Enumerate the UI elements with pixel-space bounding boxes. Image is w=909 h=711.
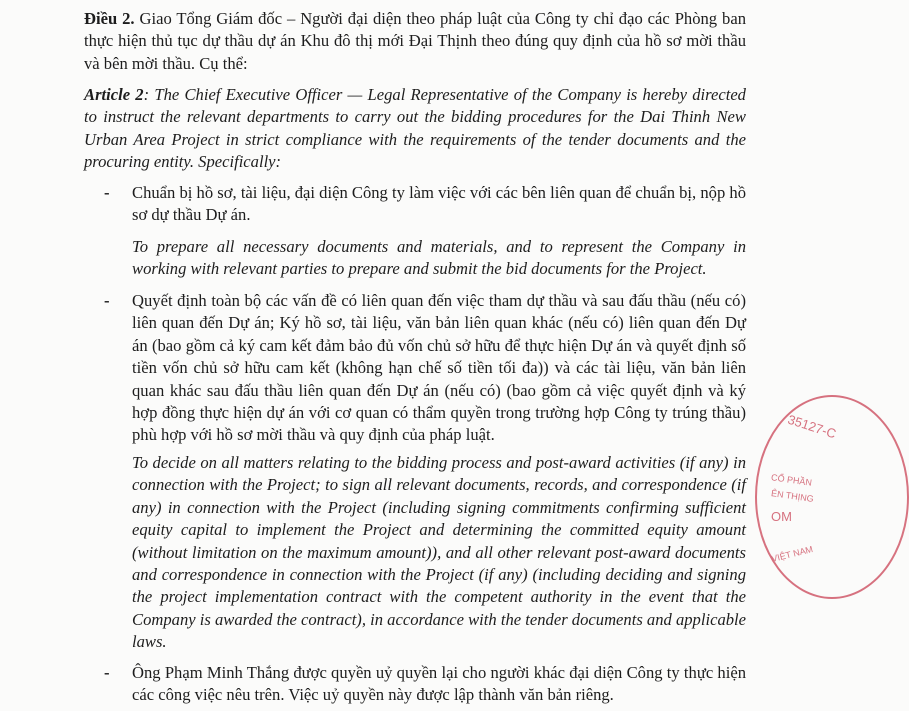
article2-vi-heading: Điều 2. <box>84 9 135 28</box>
bullet-3-vi-text: Ông Phạm Minh Thắng được quyền uỷ quyền lại cho người khác đại diện Công ty thực hiện các công việc nêu trên. Việc uỷ quyền này được lập thành văn bản riêng. <box>132 663 746 705</box>
article2-en-paragraph <box>84 84 746 174</box>
article2-en-text: : The Chief Executive Officer — Legal Representative of the Company is hereby directed to instruct the relevant departments to carry out the bidding procedures for the Dai Thinh New Urban Area Project in strict compliance with the requirements of the tender documents and the procuring entity. Specifically: <box>84 85 746 172</box>
seal-text-line5: VIỆT NAM <box>770 544 814 564</box>
article2-vi-text: Giao Tổng Giám đốc – Người đại diện theo pháp luật của Công ty chỉ đạo các Phòng ban thực hiện thủ tục dự thầu dự án Khu đô thị mới Đại Thịnh theo đúng quy định của hồ sơ mời thầu và bên mời thầu. Cụ thể: <box>84 9 746 73</box>
bullet-2-en-text: To decide on all matters relating to the bidding process and post-award activities (if any) in connection with the Project; to sign all relevant documents, records, and correspondence (if any) in connection with the Project (including signing commitments confirming sufficient equity capital to implement the Project and determining the committed equity amount (without limitation on the maximum amount)), and all other relevant post-award documents and correspondence in connection with the Project (if any) (including deciding and signing the project implementation contract with the competent authority in the event that the Company is awarded the contract), in accordance with the tender documents and applicable laws. <box>132 453 747 652</box>
bullet-1-en-text: To prepare all necessary documents and materials, and to represent the Company in working with relevant parties to prepare and submit the bid documents for the Project. <box>132 237 746 279</box>
seal-number: 35127-C <box>785 411 838 442</box>
bullet-1-vi-text: Chuẩn bị hồ sơ, tài liệu, đại diện Công ty làm việc với các bên liên quan để chuẩn bị, nộp hồ sơ dự thầu Dự án. <box>132 183 746 225</box>
seal-text-line4: OM <box>771 509 792 524</box>
seal-text-line1: CỔ PHẦN <box>770 472 813 488</box>
company-seal <box>755 395 909 599</box>
bullet-marker: - <box>104 183 110 202</box>
article2-en-heading: Article 2 <box>84 85 144 104</box>
seal-text-line3: ÊN THỊNG <box>770 488 815 504</box>
bullet-marker: - <box>104 291 110 310</box>
article2-vi-paragraph <box>84 8 746 75</box>
bullet-marker: - <box>104 663 110 682</box>
bullet-2-vi-text: Quyết định toàn bộ các vấn đề có liên quan đến việc tham dự thầu và sau đấu thầu (nếu có) liên quan đến Dự án; Ký hồ sơ, tài liệu, văn bản liên quan khác (nếu có) liên quan đến Dự án (bao gồm cả ký cam kết đảm bảo đủ vốn chủ sở hữu để thực hiện Dự án và quyết định số tiền vốn chủ sở hữu cam kết (không hạn chế số tiền tối đa)) và các tài liệu, văn bản liên quan khác sau đấu thầu liên quan đến Dự án (nếu có) (bao gồm cả việc quyết định và ký hợp đồng thực hiện dự án với cơ quan có thẩm quyền trong trường hợp Công ty trúng thầu) phù hợp với hồ sơ mời thầu và quy định của pháp luật. <box>132 291 746 445</box>
